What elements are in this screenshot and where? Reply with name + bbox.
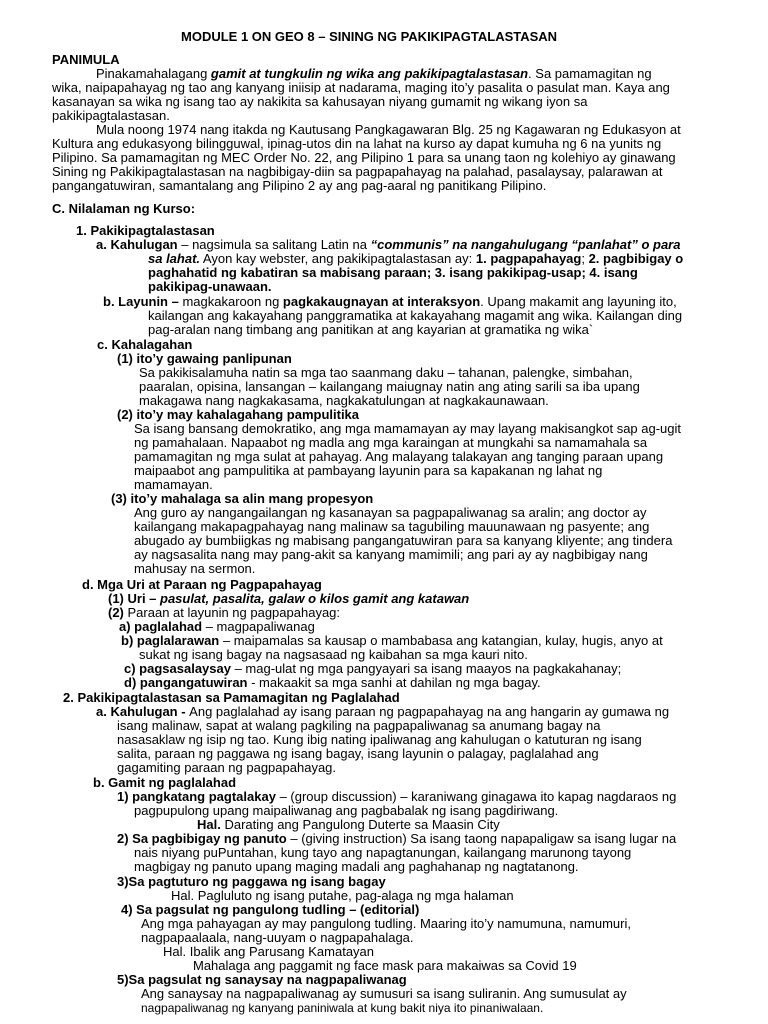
layunin-line: b. Layunin – magkakaroon ng pagkakaugnayan at interaksyon. Upang makamit ang layuning ito, (103, 294, 677, 309)
mga-uri-heading: d. Mga Uri at Paraan ng Pagpapahayag (82, 577, 322, 592)
kahalagahan-1-line: paaralan, opisina, lansangan – kailangang maiugnay natin ang ating sarili sa iba upang (139, 379, 640, 394)
kahalagahan-3-line: abugado ay bumbiigkas ng mabisang pangangatuwiran para sa kanyang kliyente; ang tindera (134, 533, 673, 548)
panimula-p2-line: pangangatuwiran, samantalang ang Pilipino 2 ay ang pag-aaral ng panitikang Pilipino. (52, 178, 547, 193)
paraan-a: a) paglalahad – magpapaliwanag (119, 619, 315, 634)
kahalagahan-2-line: Sa isang bansang demokratiko, ang mga mamamayan ay may layang makisangkot sap ag-ugit (134, 421, 682, 436)
s2-kahulugan-line: gagamiting paraan ng pagpapahayag. (117, 760, 337, 775)
gamit-5-line: nagpapaliwanag ng kanyang paniniwala at kung bakit niya ito pinaniwalaan. (141, 1001, 544, 1015)
panimula-p2-line: Kultura ang edukasyong bilingguwal, ipinag-utos din na lahat na kurso ay dapat kumuha ng 6 na yunits ng (52, 136, 662, 151)
gamit-4-line: Ang mga pahayagan ay may pangulong tudling. Maaring ito’y namumuna, namumuri, (141, 916, 631, 931)
s2-kahulugan-line: a. Kahulugan - Ang paglalahad ay isang paraan ng pagpapahayag na ang hangarin ay gumawa ng (96, 704, 670, 719)
gamit-4-halimbawa: Mahalaga ang paggamit ng face mask para makaiwas sa Covid 19 (193, 958, 577, 973)
panimula-p1-line: Pinakamahalagang gamit at tungkulin ng wika ang pakikipagtalastasan. Sa pamamagitan ng (96, 66, 652, 81)
uri-line: (1) Uri – pasulat, pasalita, galaw o kilos gamit ang katawan (108, 591, 470, 606)
gamit-5: 5)Sa pagsulat ng sanaysay na nagpapaliwanag (117, 972, 407, 987)
panimula-p1-line: pakikipagtalastasan. (52, 108, 170, 123)
kahalagahan-3-line: ay nagsasalita nang may pang-akit sa kanyang mamimili; ang pari ay ay nagbibigay nang (134, 547, 648, 562)
s2-kahulugan-line: nasasaklaw ng isip ng tao. Kung ibig nating ipaliwanag ang kahulugan o katuturan ng isang (117, 732, 642, 747)
kahalagahan-3-line: kailangang makapagpahayag nang malinaw sa tagubiling mauunawaan ng pasyente; ang (134, 519, 650, 534)
paraan-c: c) pagsasalaysay – mag-ulat ng mga pangyayari sa isang maayos na pagkakahanay; (124, 661, 622, 676)
s2-kahulugan-line: salita, paraan ng paggawa ng isang bagay, isang layunin o palagay, paglalahad ang (117, 746, 599, 761)
paraan-line: (2) Paraan at layunin ng pagpapahayag: (108, 605, 341, 620)
kahulugan-line: paghahatid ng kabatiran sa mabisang paraan; 3. isang pakikipag-usap; 4. isang (148, 265, 638, 280)
kahalagahan-1-line: Sa pakikisalamuha natin sa mga tao saanmang daku – tahanan, palengke, simbahan, (139, 365, 633, 380)
paraan-b-line: sukat ng isang bagay na nagsasaad ng kaibahan sa mga kauri nito. (139, 647, 528, 662)
s2-kahulugan-line: isang malinaw, sapat at walang pagkiling na pagpapaliwanag sa anumang bagay na (117, 718, 601, 733)
module-title: MODULE 1 ON GEO 8 – SINING NG PAKIKIPAGTALASTASAN (181, 29, 558, 44)
kahalagahan-2-line: mamamayan. (134, 477, 213, 492)
gamit-4-line: nagpapaalaala, nang-uuyam o nagpapahalaga. (141, 930, 414, 945)
panimula-p1-line: kasanayan sa wika ng isang tao ay nakikita sa kahusayan niyang gumamit ng wikang iyon sa (52, 94, 588, 109)
kahalagahan-2-line: ng pamahalaan. Napaabot ng madla ang mga karaingan at mungkahi sa namamahala sa (134, 435, 648, 450)
panimula-p1-line: wika, naipapahayag ng tao ang kanyang iniisip at nadarama, maging ito’y pasalita o pasulat man. Kaya ang (52, 80, 670, 95)
kahalagahan-3-label: (3) ito’y mahalaga sa alin mang propesyon (111, 491, 374, 506)
paraan-d: d) pangangatuwiran - makaakit sa mga sanhi at dahilan ng mga bagay. (124, 675, 541, 690)
kahalagahan-2-line: maipaabot ang pampulitika at pambayang layunin para sa kapakanan ng lahat ng (134, 463, 603, 478)
gamit-2-line: nais niyang puPuntahan, kung tayo ang napagtanungan, kailangang marunong tayong (134, 845, 632, 860)
nilalaman-heading: C. Nilalaman ng Kurso: (52, 201, 196, 216)
gamit-4-halimbawa: Hal. Ibalik ang Parusang Kamatayan (163, 944, 375, 959)
kahalagahan-1-line: makagawa nang nagkakasama, nagkakatulungan at nagkakaunawaan. (139, 393, 549, 408)
gamit-4: 4) Sa pagsulat ng pangulong tudling – (editorial) (121, 902, 420, 917)
panimula-p2-line: Pilipino. Sa pamamagitan ng MEC Order No. 22, ang Pilipino 1 para sa unang taon ng kolehiyo ay ginawang (52, 150, 676, 165)
gamit-heading: b. Gamit ng paglalahad (93, 775, 237, 790)
kahulugan-line: a. Kahulugan – nagsimula sa salitang Latin na “communis” na nangahulugang “panlahat” o para (96, 237, 681, 252)
gamit-5-line: Ang sanaysay na nagpapaliwanag ay sumusuri sa isang suliranin. Ang sumusulat ay (141, 986, 627, 1001)
kahulugan-line: sa lahat. Ayon kay webster, ang pakikipagtalastasan ay: 1. pagpapahayag; 2. pagbibigay o (148, 251, 684, 266)
kahalagahan-3-line: mahusay na sermon. (134, 561, 256, 576)
kahalagahan-heading: c. Kahalagahan (97, 337, 193, 352)
section-2-heading: 2. Pakikipagtalastasan sa Pamamagitan ng Paglalahad (63, 690, 400, 705)
gamit-3: 3)Sa pagtuturo ng paggawa ng isang bagay (117, 874, 386, 889)
layunin-line: kailangan ang kakayahang panggramatika at kakayahang magamit ang wika. Kailangan ding (148, 308, 683, 323)
layunin-line: pag-aralan nang timbang ang panitikan at ang kayarian at gramatika ng wika` (148, 322, 594, 337)
gamit-3-halimbawa: Hal. Pagluluto ng isang putahe, pag-alaga ng mga halaman (171, 888, 514, 903)
kahalagahan-3-line: Ang guro ay nangangailangan ng kasanayan sa pagpapaliwanag sa aralin; ang doctor ay (134, 505, 647, 520)
kahalagahan-2-label: (2) ito’y may kahalagahang pampulitika (117, 407, 360, 422)
gamit-1-halimbawa: Hal. Darating ang Pangulong Duterte sa Maasin City (197, 817, 500, 832)
gamit-2-line: magbigay ng panuto upang maging madali ang paghahanap ng nagtatanong. (134, 859, 579, 874)
gamit-1-line: pagpupulong upang maipaliwanag ang pagbabalak ng isang pagdiriwang. (134, 803, 559, 818)
paraan-b: b) paglalarawan – maipamalas sa kausap o mambabasa ang katangian, kulay, hugis, anyo at (121, 633, 663, 648)
gamit-1: 1) pangkatang pagtalakay – (group discussion) – karaniwang ginagawa ito kapag nagdaraos ng (117, 789, 677, 804)
panimula-heading: PANIMULA (52, 52, 120, 67)
kahalagahan-1-label: (1) ito’y gawaing panlipunan (117, 351, 292, 366)
panimula-p2-line: Mula noong 1974 nang itakda ng Kautusang Pangkagawaran Blg. 25 ng Kagawaran ng Edukasyon at (96, 122, 681, 137)
panimula-p2-line: Sining ng Pakikipagtalastasan na nagbibigay-diin sa pagpapahayag na palahad, pasalaysay, palarawan at (52, 164, 663, 179)
section-1-heading: 1. Pakikipagtalastasan (76, 223, 215, 238)
kahulugan-line: pakikipag-unawaan. (148, 279, 272, 294)
kahalagahan-2-line: pamamagitan ng mga sulat at pahayag. Ang malayang talakayan ang tanging paraan upang (134, 449, 664, 464)
gamit-2: 2) Sa pagbibigay ng panuto – (giving instruction) Sa isang taong napapaligaw sa isang lugar na (117, 831, 677, 846)
